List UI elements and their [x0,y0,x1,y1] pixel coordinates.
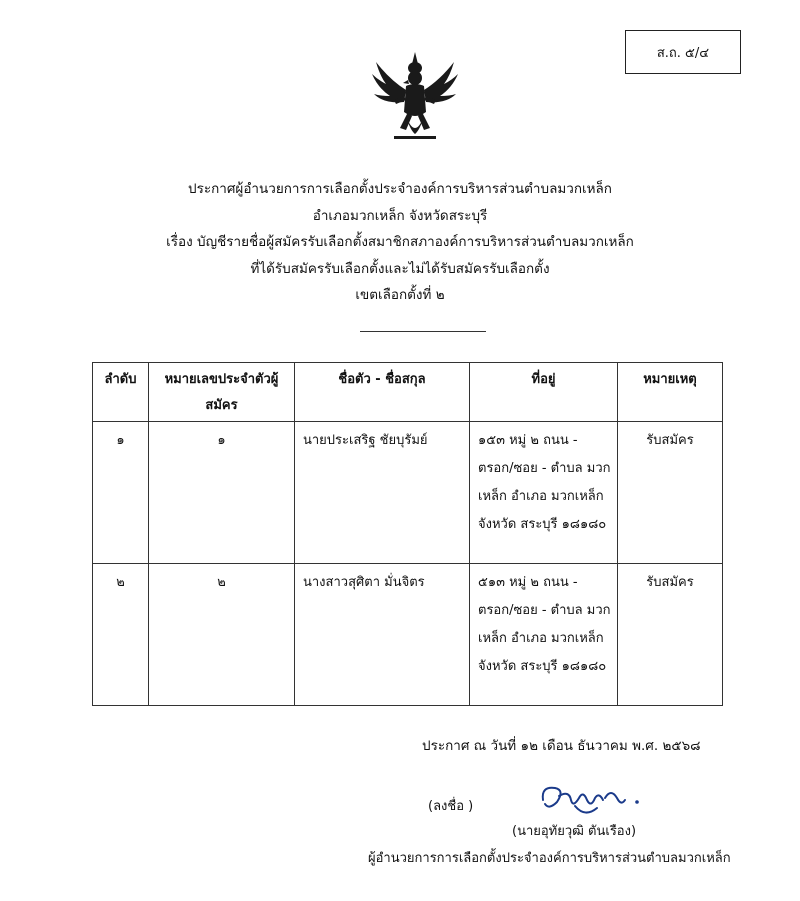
heading-line-2: อำเภอมวกเหล็ก จังหวัดสระบุรี [312,207,488,224]
cell-name: นายประเสริฐ ชัยบุรัมย์ [295,422,470,564]
heading-line-1: ประกาศผู้อำนวยการการเลือกตั้งประจำองค์การบริหารส่วนตำบลมวกเหล็ก [188,181,612,197]
form-code-box [625,30,741,74]
heading-line-3: เรื่อง บัญชีรายชื่อผู้สมัครรับเลือกตั้งสมาชิกสภาองค์การบริหารส่วนตำบลมวกเหล็ก [166,234,634,250]
cell-name: นางสาวสุศิตา มั่นจิตร [295,564,470,706]
announcement-heading [0,176,800,309]
cell-note: รับสมัคร [618,564,723,706]
announcement-date: ประกาศ ณ วันที่ ๑๒ เดือน ธันวาคม พ.ศ. ๒๕๖๘ [422,738,701,754]
col-header-note: หมายเหตุ [618,363,723,422]
cell-candidate-number: ๒ [149,564,295,706]
cell-candidate-number: ๑ [149,422,295,564]
candidate-table [92,362,723,706]
table-row [93,564,723,706]
form-code: ส.ถ. ๕/๔ [656,45,710,61]
heading-divider [360,331,486,332]
col-header-name: ชื่อตัว - ชื่อสกุล [295,363,470,422]
cell-order: ๒ [93,564,149,706]
signature-label: (ลงชื่อ ) [428,799,474,814]
handwritten-signature [535,778,645,820]
cell-note: รับสมัคร [618,422,723,564]
table-header-row [93,363,723,422]
signer-title: ผู้อำนวยการการเลือกตั้งประจำองค์การบริหารส่วนตำบลมวกเหล็ก [368,851,731,866]
col-header-address: ที่อยู่ [470,363,618,422]
garuda-emblem-icon [370,50,460,144]
cell-order: ๑ [93,422,149,564]
cell-address: ๕๑๓ หมู่ ๒ ถนน - ตรอก/ซอย - ตำบล มวกเหล็ก อำเภอ มวกเหล็ก จังหวัด สระบุรี ๑๘๑๘๐ [470,564,618,706]
heading-line-4: ที่ได้รับสมัครรับเลือกตั้งและไม่ได้รับสมัครรับเลือกตั้ง [250,260,550,277]
col-header-order: ลำดับ [93,363,149,422]
col-header-candidate-number: หมายเลขประจำตัวผู้สมัคร [149,363,295,422]
table-row [93,422,723,564]
heading-line-5: เขตเลือกตั้งที่ ๒ [355,287,445,303]
cell-address: ๑๕๓ หมู่ ๒ ถนน - ตรอก/ซอย - ตำบล มวกเหล็ก อำเภอ มวกเหล็ก จังหวัด สระบุรี ๑๘๑๘๐ [470,422,618,564]
signer-name: (นายอุทัยวุฒิ ตันเรือง) [512,824,637,839]
